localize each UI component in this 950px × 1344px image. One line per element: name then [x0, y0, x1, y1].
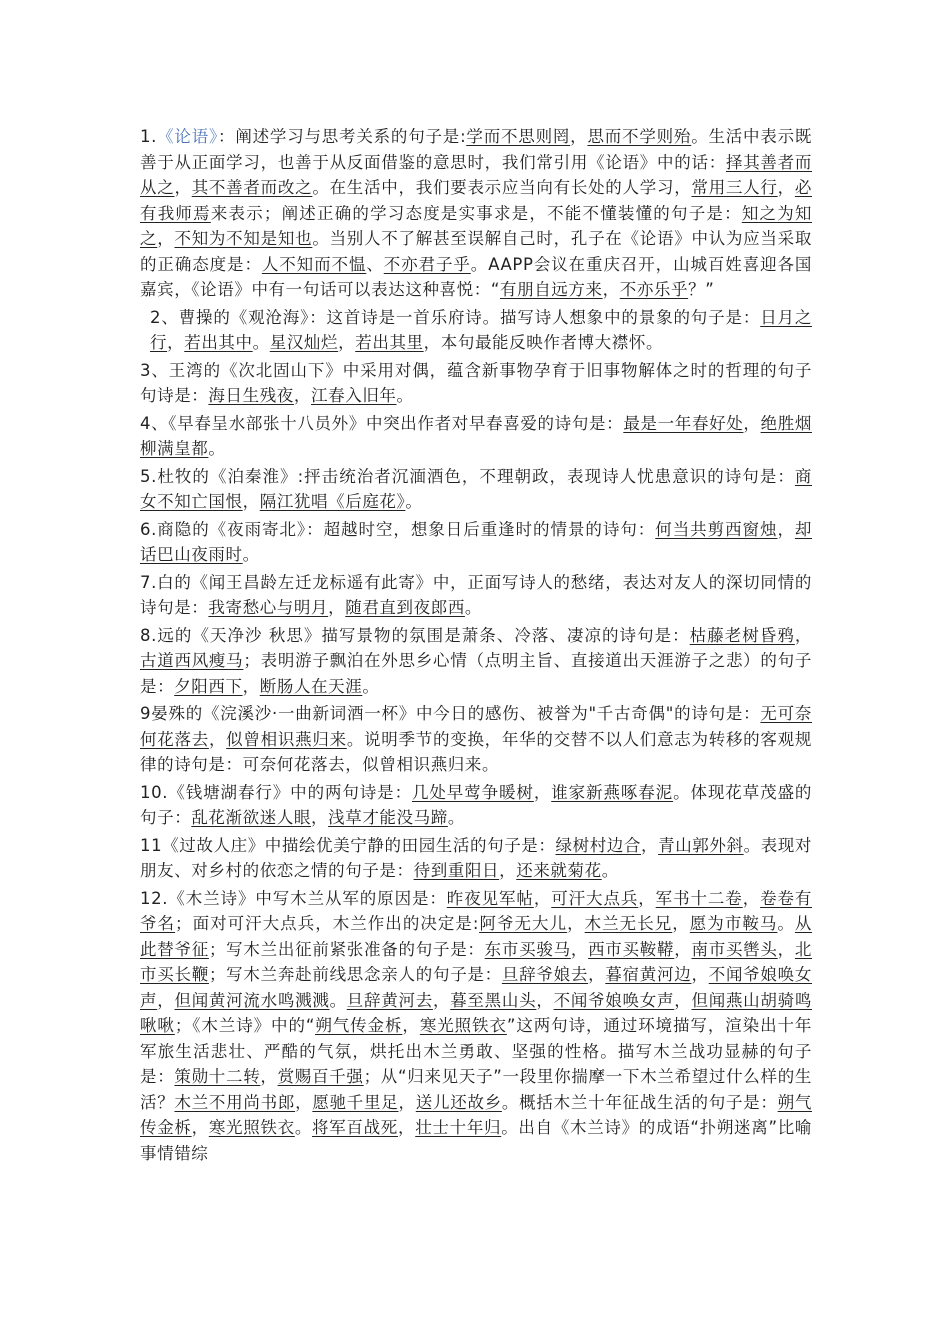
- answer-text: 断肠人在天涯: [259, 676, 363, 696]
- body-text: ，: [293, 386, 312, 405]
- answer-text: 常用三人行: [691, 178, 778, 197]
- body-text: 。在生活中，我们要表示应当向有长处的人学习，: [312, 178, 692, 197]
- answer-text: 择其善者而从之: [140, 152, 813, 197]
- body-text: ，: [743, 413, 761, 433]
- body-text: ，: [672, 914, 690, 933]
- body-text: ，: [242, 492, 260, 511]
- body-text: 。: [464, 598, 483, 617]
- body-text: ，: [674, 939, 692, 959]
- body-text: ，: [638, 888, 656, 908]
- body-text: 。: [252, 333, 270, 352]
- body-text: 。生活中表示既善于从正面学习，也善于从反面借鉴的意思时，我们常引用《论语》中的话：: [140, 127, 813, 172]
- answer-text: 木兰无长兄: [584, 914, 673, 933]
- body-text: 《论语》: [156, 127, 219, 146]
- answer-text: 若出其里: [355, 333, 424, 352]
- answer-text: 有朋自远方来: [500, 280, 603, 299]
- answer-text: 隔江犹唱《后庭花》: [259, 492, 406, 511]
- body-text: ；面对可汗大点兵，木兰作出的决定是:: [175, 914, 480, 933]
- answer-text: 无可奈何花落去: [140, 704, 812, 749]
- body-text: 。: [362, 676, 380, 696]
- answer-text: 却话巴山夜雨时: [140, 519, 813, 564]
- body-text: ，: [242, 676, 260, 696]
- answer-text: 朔气传金柝: [140, 1092, 812, 1137]
- answer-text: 人不知而不愠: [261, 254, 367, 274]
- body-text: ，: [157, 229, 175, 248]
- answer-text: 旦辞爷娘去: [501, 965, 589, 984]
- body-text: 5.杜牧的《泊秦淮》:抨击统治者沉湎酒色，不理朝政，表现诗人忧患意识的诗句是：: [140, 466, 795, 486]
- answer-text: 可汗大点兵: [551, 888, 639, 908]
- body-text: 。: [396, 386, 414, 405]
- answer-text: 夕阳西下: [174, 676, 243, 696]
- answer-text: 必有我师焉: [140, 178, 812, 223]
- body-text: ，: [499, 861, 517, 880]
- body-text: ，: [777, 178, 795, 197]
- answer-text: 海日生残夜: [208, 386, 294, 405]
- paragraph-11: [140, 833, 812, 884]
- body-text: ，: [570, 127, 588, 146]
- answer-text: 不亦乐乎: [619, 280, 689, 299]
- answer-text: 其不善者而改之: [191, 178, 313, 197]
- answer-text: 寒光照铁衣: [419, 1016, 507, 1035]
- body-text: ，: [157, 990, 175, 1010]
- answer-text: 旦辞黄河去: [346, 990, 433, 1010]
- answer-text: 但闻燕山胡骑鸣啾啾: [140, 990, 812, 1035]
- body-text: ；表明游子飘泊在外思乡心情（点明主旨、直接道出天涯游子之悲）的句子是：: [140, 651, 812, 696]
- body-text: ，: [674, 990, 692, 1010]
- paragraph-5: [140, 464, 812, 515]
- body-text: 。: [242, 545, 260, 564]
- body-text: ，: [338, 333, 356, 352]
- paragraph-9: [140, 701, 812, 778]
- body-text: 12.《木兰诗》中写木兰从军的原因是：: [140, 888, 447, 908]
- body-text: 10.《钱塘湖春行》中的两句诗是：: [140, 782, 412, 802]
- answer-text: 不闻爷娘唤女声: [553, 990, 675, 1010]
- body-text: 。表现对朋友、对乡村的依恋之情的句子是：: [140, 835, 813, 880]
- paragraph-1: [140, 124, 812, 303]
- body-text: ？”: [688, 280, 715, 299]
- body-text: 。: [777, 914, 795, 933]
- body-text: 。体现花草茂盛的句子：: [140, 782, 812, 827]
- body-text: 7.白的《闻王昌龄左迁龙标遥有此寄》中，正面写诗人的愁绪，表达对友人的深切同情的诗句是：: [140, 572, 812, 617]
- body-text: 6.商隐的《夜雨寄北》：超越时空，想象日后重逢时的情景的诗句：: [140, 519, 656, 539]
- body-text: ，: [533, 782, 552, 802]
- answer-text: 随君直到夜郎西: [345, 598, 465, 617]
- answer-text: 暮宿黄河边: [605, 965, 692, 984]
- paragraph-4: [140, 411, 812, 462]
- body-text: 、: [366, 254, 384, 274]
- answer-text: 寒光照铁衣: [208, 1118, 295, 1137]
- answer-text: 枯藤老树昏鸦: [689, 625, 795, 645]
- answer-text: 若出其中: [184, 333, 253, 352]
- answer-text: 乱花渐欲迷人眼: [191, 808, 312, 827]
- answer-text: 绿树村边合: [555, 835, 641, 855]
- body-text: ，: [174, 178, 192, 197]
- body-text: ，: [602, 280, 620, 299]
- paragraph-8: [140, 623, 812, 700]
- body-text: ，: [570, 939, 589, 959]
- answer-text: 我寄愁心与明月: [208, 598, 329, 617]
- answer-text: 还来就菊花: [516, 861, 602, 880]
- body-text: ，: [691, 965, 709, 984]
- answer-text: 知之为知之: [140, 203, 813, 248]
- answer-text: 赏赐百千强: [277, 1067, 364, 1086]
- answer-text: 策勋十二转: [174, 1067, 261, 1086]
- answer-text: 将军百战死: [312, 1118, 399, 1137]
- paragraph-3: [140, 358, 812, 409]
- body-text: ，: [742, 888, 761, 908]
- answer-text: 卷卷有爷名: [140, 888, 813, 933]
- body-text: ，: [328, 598, 346, 617]
- body-text: 9晏殊的《浣溪沙·一曲新词酒一杯》中今日的感伤、被誉为"千古奇偶"的诗句是：: [140, 704, 761, 723]
- answer-text: 东市买骏马: [484, 939, 571, 959]
- answer-text: 西市买鞍鞯: [588, 939, 675, 959]
- body-text: ，: [588, 965, 606, 984]
- body-text: ；写木兰奔赴前线思念亲人的句子是：: [208, 965, 502, 984]
- answer-text: 何当共剪西窗烛: [655, 519, 778, 539]
- body-text: 。: [208, 439, 226, 458]
- answer-text: 暮至黑山头: [450, 990, 537, 1010]
- answer-text: 从此替爷征: [140, 914, 813, 959]
- body-text: ，: [295, 1092, 313, 1112]
- answer-text: 绝胜烟柳满皇都: [140, 413, 813, 458]
- answer-text: 昨夜见军帖: [446, 888, 534, 908]
- paragraph-2: [140, 305, 812, 356]
- body-text: ，: [208, 729, 227, 749]
- answer-text: 谁家新燕啄春泥: [551, 782, 674, 802]
- paragraph-7: [140, 570, 812, 621]
- body-text: 4、《早春呈水部张十八员外》中突出作者对早春喜爱的诗句是：: [140, 413, 624, 433]
- answer-text: 浅草才能没马蹄: [328, 808, 448, 827]
- body-text: ；《木兰诗》中的“: [174, 1016, 316, 1035]
- answer-text: 学而不思则罔: [466, 127, 571, 146]
- body-text: ，: [777, 939, 795, 959]
- body-text: 。: [405, 492, 423, 511]
- answer-text: 愿为市鞍马: [689, 914, 778, 933]
- body-text: 。: [329, 990, 347, 1010]
- body-text: ，: [794, 625, 812, 645]
- answer-text: 似曾相识燕归来: [226, 729, 347, 749]
- answer-text: 送儿还故乡: [415, 1092, 502, 1112]
- body-text: ；写木兰出征前紧张准备的句子是：: [208, 939, 485, 959]
- answer-text: 不知为不知是知也: [174, 229, 313, 248]
- answer-text: 江春入旧年: [311, 386, 397, 405]
- answer-text: 朔气传金柝: [315, 1016, 403, 1035]
- answer-text: 不亦君子乎: [383, 254, 471, 274]
- body-text: ”这两句诗，通过环境描写，渲染出十年军旅生活悲壮、严酷的气氛，烘托出木兰勇敢、坚强的性格。描写木兰战功显赫的句子是：: [140, 1016, 813, 1086]
- body-text: 。说明季节的变换，年华的交替不以人们意志为转移的客观规律的诗句是：可奈何花落去，似曾相识燕归来。: [140, 729, 812, 774]
- body-text: 来表示；阐述正确的学习态度是实事求是，不能不懂装懂的句子是：: [210, 203, 742, 223]
- answer-text: 但闻黄河流水鸣溅溅: [174, 990, 330, 1010]
- body-text: 。AAPP会议在重庆召开，山城百姓喜迎各国嘉宾，《论语》中有一句话可以表达这种喜悦：“: [140, 254, 813, 299]
- answer-text: 青山郭外斜: [658, 835, 744, 855]
- body-text: ，: [533, 888, 552, 908]
- answer-text: 阿爷无大儿: [479, 914, 568, 933]
- body-text: ，: [167, 333, 185, 352]
- body-text: ，: [641, 835, 659, 855]
- answer-text: 待到重阳日: [413, 861, 500, 880]
- answer-text: 星汉灿烂: [269, 333, 339, 352]
- paragraph-6: [140, 517, 812, 568]
- body-text: 。出自《木兰诗》的成语“扑朔迷离”比喻事情错综: [140, 1118, 812, 1163]
- answer-text: 最是一年春好处: [623, 413, 744, 433]
- answer-text: 愿驰千里足: [312, 1092, 399, 1112]
- body-text: 。: [294, 1118, 313, 1137]
- paragraph-10: [140, 780, 812, 831]
- answer-text: 几处早莺争暖树: [412, 782, 534, 802]
- body-text: 。: [447, 808, 465, 827]
- body-text: 。: [601, 861, 619, 880]
- answer-text: 日月之行: [150, 307, 812, 352]
- body-text: ，: [432, 990, 451, 1010]
- body-text: ，: [260, 1067, 278, 1086]
- body-text: ，: [402, 1016, 420, 1035]
- body-text: 8.远的《天净沙 秋思》描写景物的氛围是萧条、冷落、凄凉的诗句是：: [140, 625, 690, 645]
- answer-text: 商女不知亡国恨: [140, 466, 812, 511]
- answer-text: 古道西风瘦马: [140, 651, 244, 670]
- document-body: [140, 124, 812, 1168]
- body-text: ：阐述学习与思考关系的句子是:: [218, 127, 467, 146]
- answer-text: 思而不学则殆: [587, 127, 692, 146]
- body-text: ，: [398, 1092, 416, 1112]
- body-text: ；从“归来见天子”一段里你揣摩一下木兰希望过什么样的生活？: [140, 1067, 812, 1112]
- body-text: 11《过故人庄》中描绘优美宁静的田园生活的句子是：: [140, 835, 556, 855]
- body-text: ，本句最能反映作者博大襟怀。: [423, 333, 664, 352]
- body-text: ，: [191, 1118, 209, 1137]
- body-text: ，: [536, 990, 554, 1010]
- answer-text: 北市买长鞭: [140, 939, 812, 984]
- answer-text: 不闻爷娘唤女声: [140, 965, 812, 1010]
- body-text: 。概括木兰十年征战生活的句子是：: [501, 1092, 778, 1112]
- body-text: ，: [567, 914, 585, 933]
- answer-text: 壮士十年归: [415, 1118, 502, 1137]
- body-text: 2、曹操的《观沧海》：这首诗是一首乐府诗。描写诗人想象中的景象的句子是：: [150, 307, 761, 327]
- answer-text: 南市买辔头: [691, 939, 778, 959]
- body-text: ，: [311, 808, 329, 827]
- body-text: 。当别人不了解甚至误解自己时，孔子在《论语》中认为应当采取的正确态度是：: [140, 229, 812, 274]
- answer-text: 军书十二卷: [655, 888, 743, 908]
- body-text: ，: [777, 519, 795, 539]
- paragraph-12: [140, 886, 812, 1167]
- body-text: 3、王湾的《次北固山下》中采用对偶，蕴含新事物孕育于旧事物解体之时的哲理的句子句诗是：: [140, 360, 812, 405]
- body-text: 1.: [140, 127, 157, 146]
- answer-text: 木兰不用尚书郎: [174, 1092, 296, 1112]
- body-text: ，: [398, 1118, 416, 1137]
